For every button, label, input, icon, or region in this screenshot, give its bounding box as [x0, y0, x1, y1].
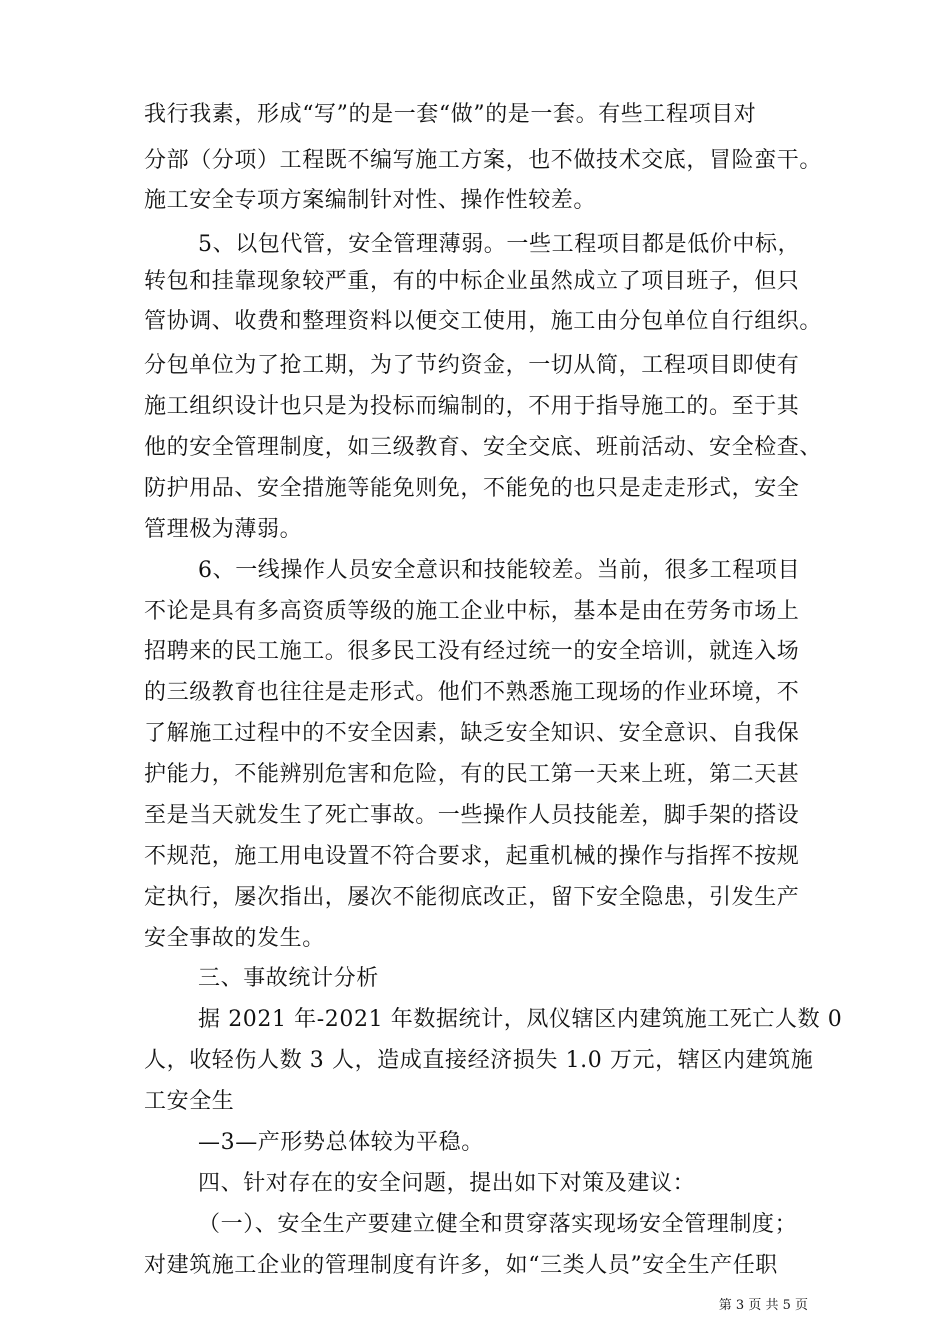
- body-line: 定执行，屡次指出，屡次不能彻底改正，留下安全隐患，引发生产: [144, 885, 800, 910]
- body-line: 分部（分项）工程既不编写施工方案，也不做技术交底，冒险蛮干。: [144, 148, 823, 173]
- body-line: 了解施工过程中的不安全因素，缺乏安全知识、安全意识、自我保: [144, 721, 800, 746]
- body-line: 转包和挂靠现象较严重，有的中标企业虽然成立了项目班子，但只: [144, 269, 800, 294]
- section-heading: 三、事故统计分析: [198, 966, 379, 991]
- body-line: 6、一线操作人员安全意识和技能较差。当前，很多工程项目: [198, 558, 801, 583]
- body-line: 安全事故的发生。: [144, 926, 325, 951]
- body-line: 招聘来的民工施工。很多民工没有经过统一的安全培训，就连入场: [144, 639, 800, 664]
- body-line: 工安全生: [144, 1089, 235, 1114]
- body-line: 施工组织设计也只是为投标而编制的，不用于指导施工的。至于其: [144, 394, 800, 419]
- body-line: 护能力，不能辨别危害和危险，有的民工第一天来上班，第二天甚: [144, 762, 800, 787]
- body-line: 的三级教育也往往是走形式。他们不熟悉施工现场的作业环境，不: [144, 680, 800, 705]
- body-line: 分包单位为了抢工期，为了节约资金，一切从简，工程项目即使有: [144, 353, 800, 378]
- body-line: —3—产形势总体较为平稳。: [198, 1130, 484, 1155]
- body-line: 防护用品、安全措施等能免则免，不能免的也只是走走形式，安全: [144, 476, 800, 501]
- body-line: 他的安全管理制度，如三级教育、安全交底、班前活动、安全检查、: [144, 435, 823, 460]
- body-line: 不规范，施工用电设置不符合要求，起重机械的操作与指挥不按规: [144, 844, 800, 869]
- body-line: 对建筑施工企业的管理制度有许多，如“三类人员”安全生产任职: [144, 1253, 778, 1278]
- page-number: 第 3 页 共 5 页: [718, 1298, 808, 1313]
- body-line: 人，收轻伤人数 3 人，造成直接经济损失 1.0 万元，辖区内建筑施: [144, 1048, 814, 1073]
- body-line: 5、以包代管，安全管理薄弱。一些工程项目都是低价中标，: [198, 232, 801, 257]
- body-line: 据 2021 年-2021 年数据统计，凤仪辖区内建筑施工死亡人数 0: [198, 1007, 843, 1032]
- body-line: 不论是具有多高资质等级的施工企业中标，基本是由在劳务市场上: [144, 599, 800, 624]
- body-line: 至是当天就发生了死亡事故。一些操作人员技能差，脚手架的搭设: [144, 803, 800, 828]
- section-heading: 四、针对存在的安全问题，提出如下对策及建议：: [198, 1171, 696, 1196]
- body-line: （一）、安全生产要建立健全和贯穿落实现场安全管理制度；: [198, 1212, 798, 1237]
- body-line: 管协调、收费和整理资料以便交工使用，施工由分包单位自行组织。: [144, 309, 823, 334]
- body-line: 管理极为薄弱。: [144, 517, 303, 542]
- body-line: 施工安全专项方案编制针对性、操作性较差。: [144, 188, 597, 213]
- body-line: 我行我素，形成“写”的是一套“做”的是一套。有些工程项目对: [144, 102, 757, 127]
